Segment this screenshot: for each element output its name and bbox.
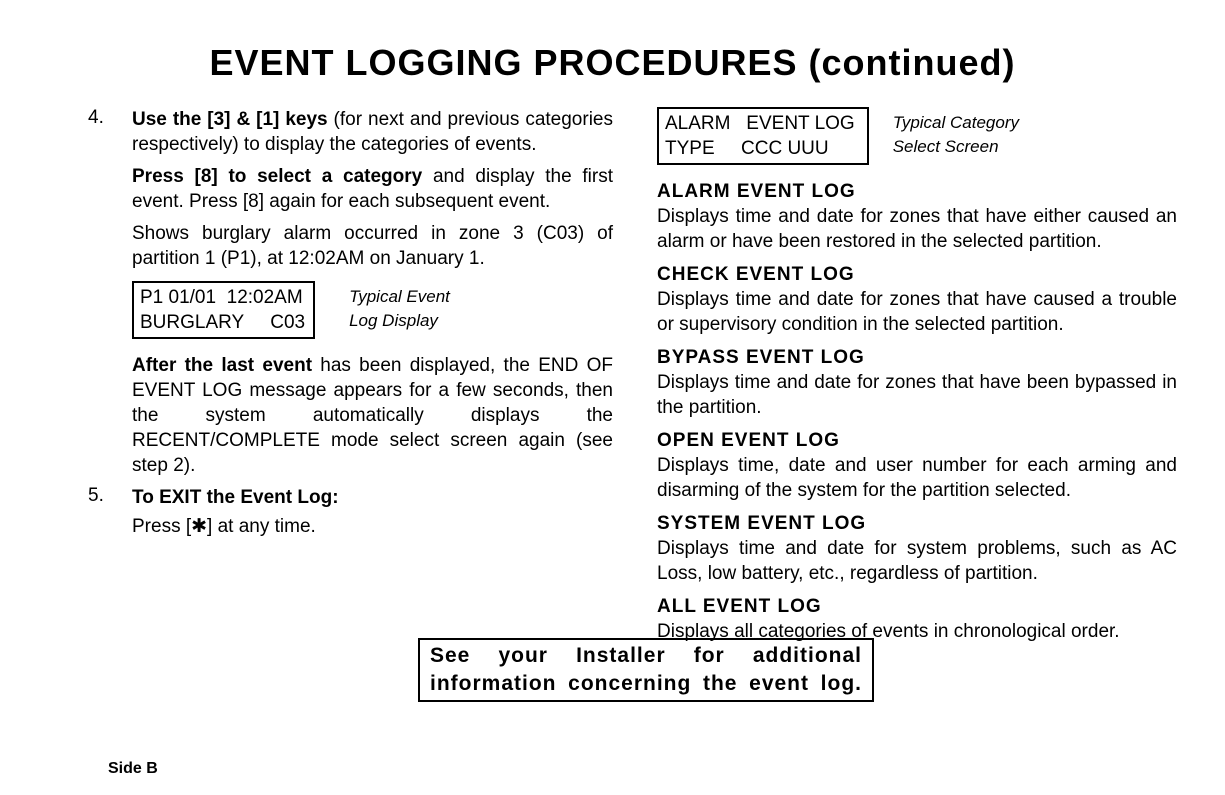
step-4-paragraph-4 xyxy=(132,353,613,478)
select-instruction: Press [8] to select a category xyxy=(132,166,423,187)
log-description: Displays time and date for zones that have caused a trouble or supervisory condition in the selected partition. xyxy=(657,289,1177,335)
log-entry xyxy=(657,594,1177,644)
last-event-label: After the last event xyxy=(132,355,313,376)
log-entry xyxy=(657,262,1177,337)
log-entry xyxy=(657,428,1177,503)
step-5 xyxy=(88,485,613,539)
step-number: 5. xyxy=(88,485,104,506)
log-heading: ALL EVENT LOG xyxy=(657,596,822,617)
step-number: 4. xyxy=(88,107,104,128)
exit-heading: To EXIT the Event Log: xyxy=(132,487,339,508)
step-4-paragraph-1 xyxy=(132,107,613,157)
log-description: Displays time and date for zones that have been bypassed in the partition. xyxy=(657,372,1177,418)
log-entry xyxy=(657,345,1177,420)
lcd-caption xyxy=(893,107,1019,159)
keys-instruction: Use the [3] & [1] keys xyxy=(132,109,328,130)
lcd-line-1: ALARM EVENT LOG xyxy=(665,113,855,134)
log-heading: CHECK EVENT LOG xyxy=(657,264,855,285)
log-heading: OPEN EVENT LOG xyxy=(657,430,840,451)
log-heading: ALARM EVENT LOG xyxy=(657,181,856,202)
event-log-display-example xyxy=(132,281,613,339)
lcd-line-1: P1 01/01 12:02AM xyxy=(140,287,303,308)
log-description: Displays all categories of events in chronological order. xyxy=(657,621,1120,642)
lcd-line-2: BURGLARY C03 xyxy=(140,312,306,333)
lcd-caption-line-1: Typical Event xyxy=(349,287,450,306)
log-entry xyxy=(657,511,1177,586)
lcd-caption-line-2: Select Screen xyxy=(892,137,999,156)
log-entry xyxy=(657,179,1177,254)
log-heading: SYSTEM EVENT LOG xyxy=(657,513,867,534)
step-4-paragraph-3: Shows burglary alarm occurred in zone 3 (C03) of partition 1 (P1), at 12:02AM on January 1. xyxy=(132,223,613,269)
installer-note-box xyxy=(418,638,874,702)
last-event-rest: has been displayed, the END OF EVENT LOG message appears for a few seconds, then the system automatically displays the RECENT/COMPLETE mode select screen again (see step 2). xyxy=(132,355,613,476)
log-description: Displays time, date and user number for each arming and disarming of the system for the partition selected. xyxy=(657,455,1177,501)
page-title: EVENT LOGGING PROCEDURES (continued) xyxy=(209,42,1016,83)
note-line-2: information concerning the event log. xyxy=(430,672,862,695)
lcd-caption xyxy=(349,281,450,333)
lcd-caption-line-2: Log Display xyxy=(349,311,438,330)
keys-instruction-rest: (for next and previous categories respectively) to display the categories of events. xyxy=(132,109,613,155)
log-heading: BYPASS EVENT LOG xyxy=(657,347,865,368)
left-column xyxy=(88,107,613,546)
category-select-example xyxy=(657,107,1177,165)
note-line-1: See your Installer for additional xyxy=(430,644,862,667)
log-description: Displays time and date for system problems, such as AC Loss, low battery, etc., regardless of partition. xyxy=(657,538,1177,584)
lcd-line-2: TYPE CCC UUU xyxy=(665,138,829,159)
step-4 xyxy=(88,107,613,478)
select-instruction-rest: and display the first event. Press [8] again for each subsequent event. xyxy=(132,166,613,212)
right-column xyxy=(657,107,1177,652)
exit-instruction: Press [✱] at any time. xyxy=(132,516,316,537)
log-description: Displays time and date for zones that have either caused an alarm or have been restored in the selected partition. xyxy=(657,206,1177,252)
step-4-paragraph-2 xyxy=(132,164,613,214)
lcd-caption-line-1: Typical Category xyxy=(892,113,1019,132)
lcd-event-display xyxy=(132,281,315,339)
lcd-category-display xyxy=(657,107,869,165)
page-footer: Side B xyxy=(108,760,158,777)
